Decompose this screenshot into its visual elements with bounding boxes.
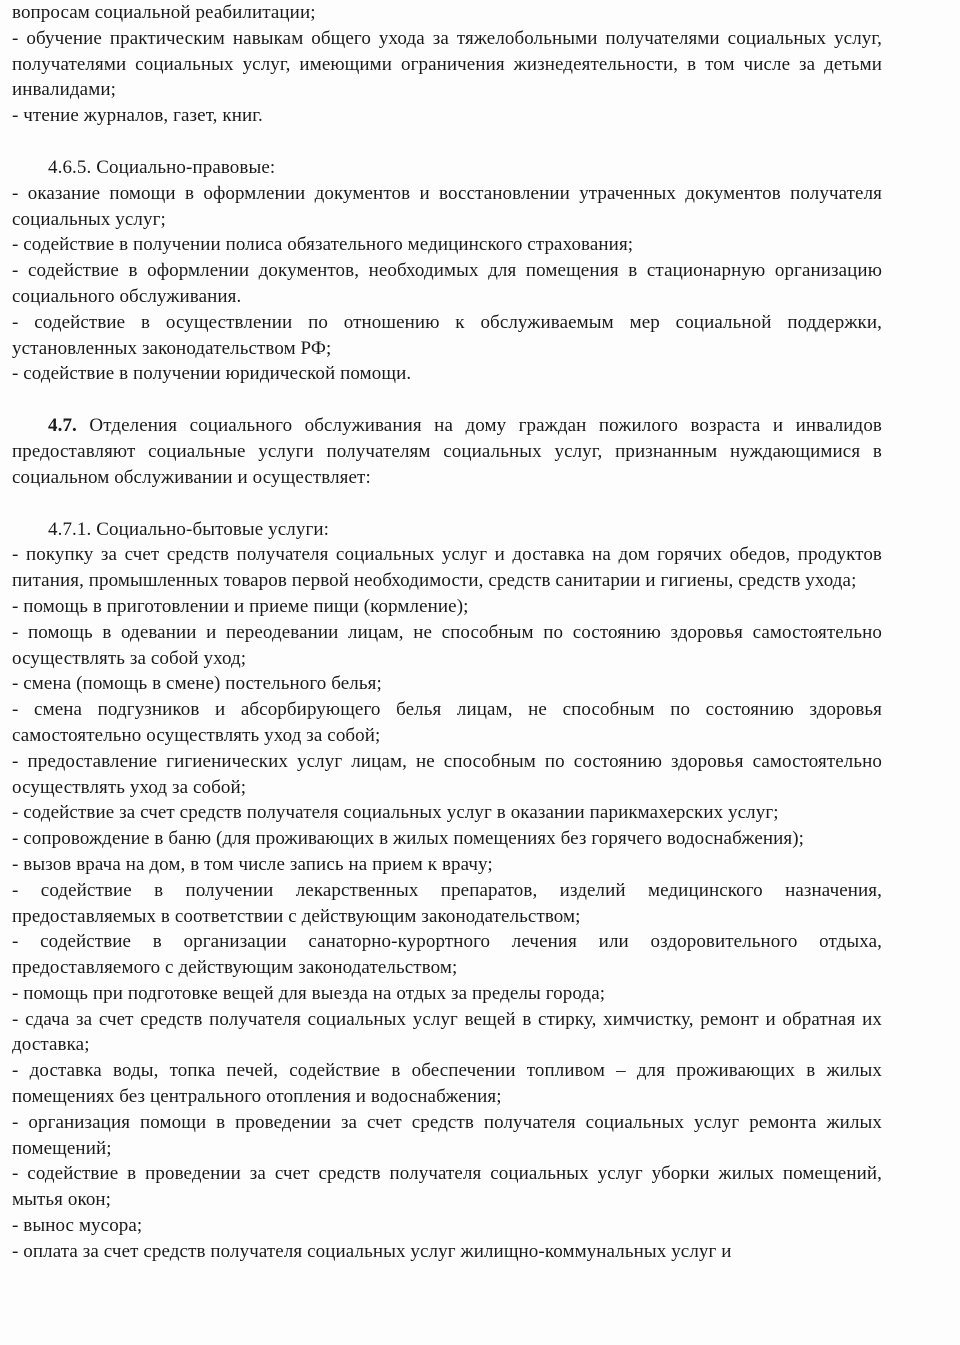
list-item: - содействие в получении лекарственных препаратов, изделий медицинского назначения, предоставляемых в соответствии с действующим законодательством; xyxy=(12,879,882,927)
section-paragraph-4-7 xyxy=(12,413,882,490)
paragraph-gap xyxy=(12,491,882,517)
paragraph-gap xyxy=(12,387,882,413)
section-text-4-7: Отделения социального обслуживания на дому граждан пожилого возраста и инвалидов предоставляют социальные услуги получателям социальных услуг, признанным нуждающимися в социальном обслуживании и осуществляет: xyxy=(12,415,882,488)
list-item: - содействие в осуществлении по отношению к обслуживаемым мер социальной поддержки, установленных законодательством РФ; xyxy=(12,311,882,359)
list-item: - смена подгузников и абсорбирующего белья лицам, не способным по состоянию здоровья самостоятельно осуществлять уход за собой; xyxy=(12,699,882,746)
list-item: - помощь в одевании и переодевании лицам, не способным по состоянию здоровья самостоятельно осуществлять за собой уход; xyxy=(12,621,882,669)
paragraph-gap xyxy=(12,129,882,155)
list-item: - смена (помощь в смене) постельного белья; xyxy=(12,673,382,695)
list-item: - организация помощи в проведении за счет средств получателя социальных услуг ремонта жилых помещений; xyxy=(12,1111,882,1159)
list-item: - содействие в проведении за счет средств получателя социальных услуг уборки жилых помещений, мытья окон; xyxy=(12,1163,882,1211)
list-item: - сопровождение в баню (для проживающих в жилых помещениях без горячего водоснабжения); xyxy=(12,828,805,850)
list-item: - предоставление гигиенических услуг лицам, не способным по состоянию здоровья самостоятельно осуществлять уход за собой; xyxy=(12,750,882,798)
list-item: - содействие в получении юридической помощи. xyxy=(12,363,412,385)
continued-line: вопросам социальной реабилитации; xyxy=(12,2,316,23)
section-number-4-7: 4.7. xyxy=(48,415,77,437)
list-item: - содействие за счет средств получателя социальных услуг в оказании парикмахерских услуг; xyxy=(12,802,779,824)
list-item: - обучение практическим навыкам общего ухода за тяжелобольными получателями социальных услуг, получателями социальных услуг, имеющими ограничения жизнедеятельности, в том числе за детьми инвалидами; xyxy=(12,27,882,101)
list-item: - доставка воды, топка печей, содействие в обеспечении топливом – для проживающих в жилых помещениях без центрального отопления и водоснабжения; xyxy=(12,1060,882,1108)
list-item: - вызов врача на дом, в том числе запись на прием к врачу; xyxy=(12,853,493,875)
list-item: - содействие в получении полиса обязательного медицинского страхования; xyxy=(12,234,634,256)
list-item: - сдача за счет средств получателя социальных услуг вещей в стирку, химчистку, ремонт и обратная их доставка; xyxy=(12,1008,882,1056)
list-item: - помощь в приготовлении и приеме пищи (кормление); xyxy=(12,595,469,617)
list-item: - оплата за счет средств получателя социальных услуг жилищно-коммунальных услуг и xyxy=(12,1240,732,1262)
list-item: - оказание помощи в оформлении документов и восстановлении утраченных документов получателя социальных услуг; xyxy=(12,182,882,230)
list-item: - содействие в оформлении документов, необходимых для помещения в стационарную организацию социального обслуживания. xyxy=(12,260,882,307)
document-body xyxy=(12,0,882,1265)
section-heading-4-7-1: 4.7.1. Социально-бытовые услуги: xyxy=(48,518,330,540)
section-heading-4-6-5: 4.6.5. Социально-правовые: xyxy=(48,156,276,178)
list-item: - содействие в организации санаторно-курортного лечения или оздоровительного отдыха, предоставляемого с действующим законодательством; xyxy=(12,931,882,979)
list-item: - помощь при подготовке вещей для выезда на отдых за пределы города; xyxy=(12,982,606,1004)
list-item: - вынос мусора; xyxy=(12,1215,143,1237)
list-item: - покупку за счет средств получателя социальных услуг и доставка на дом горячих обедов, продуктов питания, промышленных товаров первой необходимости, средств санитарии и гигиены, средств ухода; xyxy=(12,544,882,592)
list-item: - чтение журналов, газет, книг. xyxy=(12,105,263,127)
